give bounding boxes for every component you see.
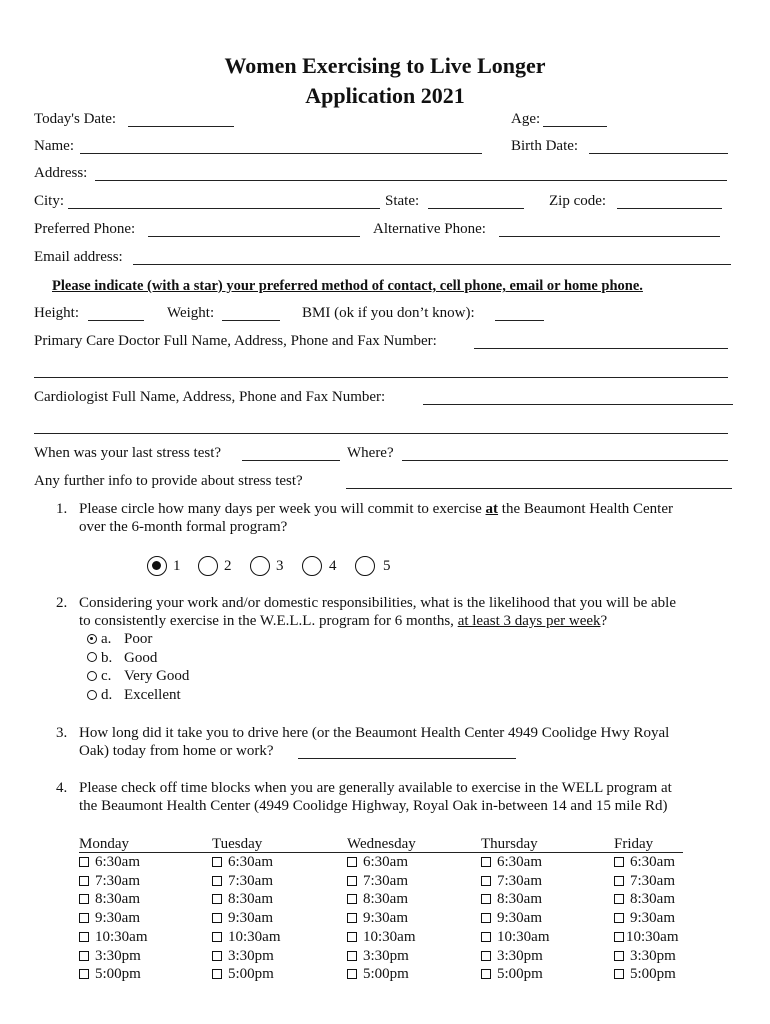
q1-option-5-label: 5 <box>383 558 391 574</box>
time-slot-checkbox[interactable] <box>347 969 357 979</box>
time-slot-checkbox[interactable] <box>614 969 624 979</box>
time-slot-checkbox[interactable] <box>79 894 89 904</box>
time-slot-checkbox[interactable] <box>614 876 624 886</box>
time-slot-checkbox[interactable] <box>79 876 89 886</box>
bmi-field[interactable] <box>495 320 544 321</box>
name-field[interactable] <box>80 153 482 154</box>
state-label: State: <box>385 193 420 209</box>
time-slot-label: 3:30pm <box>630 947 676 964</box>
cardiologist-label: Cardiologist Full Name, Address, Phone and Fax Number: <box>34 389 386 405</box>
q1-option-1-radio[interactable] <box>147 556 167 576</box>
q1-option-4-radio[interactable] <box>302 556 322 576</box>
time-slot-checkbox[interactable] <box>347 876 357 886</box>
q1-option-2-label: 2 <box>224 558 232 574</box>
birth-date-label: Birth Date: <box>511 138 579 154</box>
height-label: Height: <box>34 305 79 321</box>
time-slot-checkbox[interactable] <box>614 951 624 961</box>
time-slot-label: 9:30am <box>228 910 273 927</box>
time-slot-label: 7:30am <box>363 872 408 889</box>
name-label: Name: <box>34 138 74 154</box>
q2-option-a-radio[interactable] <box>87 634 97 644</box>
time-slot-label: 9:30am <box>363 910 408 927</box>
time-slot-checkbox[interactable] <box>79 857 89 867</box>
time-slot-label: 7:30am <box>95 872 140 889</box>
time-slot-label: 3:30pm <box>363 947 409 964</box>
q1-number: 1. <box>56 501 68 517</box>
schedule-day-header: Thursday <box>481 836 538 852</box>
alternative-phone-label: Alternative Phone: <box>373 221 486 237</box>
primary-care-field[interactable] <box>474 348 728 349</box>
time-slot-label: 7:30am <box>228 872 273 889</box>
time-slot-label: 6:30am <box>95 854 140 870</box>
time-slot-checkbox[interactable] <box>79 932 89 942</box>
stress-test-label: When was your last stress test? <box>34 445 222 461</box>
weight-label: Weight: <box>167 305 215 321</box>
q1-option-5-radio[interactable] <box>355 556 375 576</box>
alternative-phone-field[interactable] <box>499 236 720 237</box>
weight-field[interactable] <box>222 320 280 321</box>
primary-care-label: Primary Care Doctor Full Name, Address, Phone and Fax Number: <box>34 333 437 349</box>
q2-option-c-label: Very Good <box>124 668 190 684</box>
time-slot-checkbox[interactable] <box>481 876 491 886</box>
time-slot-checkbox[interactable] <box>481 951 491 961</box>
time-slot-label: 7:30am <box>630 872 675 889</box>
time-slot-checkbox[interactable] <box>347 932 357 942</box>
q1-text-line1: Please circle how many days per week you will commit to exercise at the Beaumont Health Center <box>79 501 673 517</box>
address-field[interactable] <box>95 180 727 181</box>
primary-care-field-line2[interactable] <box>34 377 728 378</box>
email-field[interactable] <box>133 264 731 265</box>
time-slot-label: 6:30am <box>630 854 675 870</box>
time-slot-label: 10:30am <box>497 928 550 945</box>
time-slot-checkbox[interactable] <box>481 932 491 942</box>
q1-option-2-radio[interactable] <box>198 556 218 576</box>
schedule-day-header: Monday <box>79 836 129 852</box>
city-field[interactable] <box>68 208 380 209</box>
contact-method-note: Please indicate (with a star) your preferred method of contact, cell phone, email or home phone. <box>52 278 643 294</box>
age-field[interactable] <box>543 126 607 127</box>
q4-text-line1: Please check off time blocks when you are generally available to exercise in the WELL program at <box>79 780 672 796</box>
todays-date-label: Today's Date: <box>34 111 117 127</box>
q2-option-c-letter: c. <box>101 668 112 684</box>
preferred-phone-label: Preferred Phone: <box>34 221 136 237</box>
time-slot-label: 9:30am <box>630 910 675 927</box>
further-info-label: Any further info to provide about stress test? <box>34 473 303 489</box>
time-slot-label: 5:00pm <box>228 966 274 983</box>
time-slot-checkbox[interactable] <box>347 913 357 923</box>
time-slot-checkbox[interactable] <box>614 913 624 923</box>
time-slot-label: 3:30pm <box>228 947 274 964</box>
q2-option-d-radio[interactable] <box>87 690 97 700</box>
time-slot-label: 10:30am <box>95 928 148 945</box>
time-slot-checkbox[interactable] <box>481 969 491 979</box>
time-slot-label: 6:30am <box>497 854 542 870</box>
todays-date-field[interactable] <box>128 126 234 127</box>
time-slot-checkbox[interactable] <box>212 857 222 867</box>
time-slot-label: 8:30am <box>363 891 408 908</box>
time-slot-label: 8:30am <box>497 891 542 908</box>
zip-label: Zip code: <box>549 193 607 209</box>
time-slot-checkbox[interactable] <box>347 857 357 867</box>
age-label: Age: <box>511 111 541 127</box>
time-slot-checkbox[interactable] <box>212 951 222 961</box>
time-slot-label: 6:30am <box>363 854 408 870</box>
form-subtitle: Application 2021 <box>305 83 465 108</box>
time-slot-label: 3:30pm <box>497 947 543 964</box>
q2-option-b-label: Good <box>124 650 158 666</box>
schedule-day-header: Wednesday <box>347 836 416 852</box>
zip-field[interactable] <box>617 208 722 209</box>
time-slot-checkbox[interactable] <box>79 951 89 961</box>
address-label: Address: <box>34 165 88 181</box>
time-slot-label: 5:00pm <box>363 966 409 983</box>
q2-option-a-label: Poor <box>124 631 153 647</box>
radio-selected-dot <box>152 561 161 570</box>
time-slot-label: 7:30am <box>497 872 542 889</box>
stress-test-field[interactable] <box>242 460 340 461</box>
time-slot-label: 9:30am <box>497 910 542 927</box>
time-slot-checkbox[interactable] <box>212 969 222 979</box>
time-slot-checkbox[interactable] <box>212 913 222 923</box>
time-slot-label: 8:30am <box>95 891 140 908</box>
time-slot-checkbox[interactable] <box>481 857 491 867</box>
preferred-phone-field[interactable] <box>148 236 360 237</box>
time-slot-checkbox[interactable] <box>347 894 357 904</box>
q4-number: 4. <box>56 780 68 796</box>
time-slot-checkbox[interactable] <box>79 969 89 979</box>
time-slot-label: 6:30am <box>228 854 273 870</box>
time-slot-checkbox[interactable] <box>614 894 624 904</box>
time-slot-label: 5:00pm <box>630 966 676 983</box>
time-slot-label: 10:30am <box>228 928 281 945</box>
city-label: City: <box>34 193 65 209</box>
where-label: Where? <box>347 445 394 461</box>
q2-option-a-letter: a. <box>101 631 112 647</box>
further-info-field[interactable] <box>346 488 732 489</box>
time-slot-checkbox[interactable] <box>212 894 222 904</box>
q1-option-3-radio[interactable] <box>250 556 270 576</box>
q1-option-1-label: 1 <box>173 558 181 574</box>
q2-option-d-letter: d. <box>101 687 113 703</box>
cardiologist-field[interactable] <box>423 404 733 405</box>
q1-option-3-label: 3 <box>276 558 284 574</box>
height-field[interactable] <box>88 320 144 321</box>
time-slot-label: 5:00pm <box>497 966 543 983</box>
time-slot-checkbox[interactable] <box>614 857 624 867</box>
time-slot-label: 8:30am <box>630 891 675 908</box>
time-slot-label: 3:30pm <box>95 947 141 964</box>
time-slot-label: 5:00pm <box>95 966 141 983</box>
birth-date-field[interactable] <box>589 153 728 154</box>
bmi-label: BMI (ok if you don’t know): <box>302 305 475 321</box>
q3-text-line2: Oak) today from home or work? <box>79 743 274 759</box>
time-slot-checkbox[interactable] <box>614 932 624 942</box>
time-slot-label: 9:30am <box>95 910 140 927</box>
state-field[interactable] <box>428 208 524 209</box>
q2-option-b-radio[interactable] <box>87 652 97 662</box>
q3-number: 3. <box>56 725 68 741</box>
time-slot-checkbox[interactable] <box>347 951 357 961</box>
where-field[interactable] <box>402 460 728 461</box>
form-title: Women Exercising to Live Longer <box>224 53 546 78</box>
q2-number: 2. <box>56 595 68 611</box>
cardiologist-field-line2[interactable] <box>34 433 728 434</box>
q4-text-line2: the Beaumont Health Center (4949 Coolidge Highway, Royal Oak in-between 14 and 15 mile Rd) <box>79 798 668 814</box>
q2-text-line1: Considering your work and/or domestic responsibilities, what is the likelihood that you will be able <box>79 595 676 611</box>
time-slot-checkbox[interactable] <box>481 894 491 904</box>
time-slot-checkbox[interactable] <box>481 913 491 923</box>
email-label: Email address: <box>34 249 123 265</box>
q2-option-b-letter: b. <box>101 650 113 666</box>
q3-answer-field[interactable] <box>298 758 516 759</box>
schedule-day-header: Friday <box>614 836 654 852</box>
time-slot-label: 10:30am <box>363 928 416 945</box>
time-slot-checkbox[interactable] <box>79 913 89 923</box>
q2-text-line2: to consistently exercise in the W.E.L.L. program for 6 months, at least 3 days per week? <box>79 613 608 629</box>
time-slot-label: 10:30am <box>626 928 679 945</box>
q3-text-line1: How long did it take you to drive here (or the Beaumont Health Center 4949 Coolidge Hwy Royal <box>79 725 670 741</box>
time-slot-label: 8:30am <box>228 891 273 908</box>
q2-option-c-radio[interactable] <box>87 671 97 681</box>
radio-selected-dot <box>90 637 93 640</box>
schedule-day-header: Tuesday <box>212 836 263 852</box>
q2-option-d-label: Excellent <box>124 687 181 703</box>
time-slot-checkbox[interactable] <box>212 932 222 942</box>
time-slot-checkbox[interactable] <box>212 876 222 886</box>
q1-option-4-label: 4 <box>329 558 337 574</box>
q1-text-line2: over the 6-month formal program? <box>79 519 288 535</box>
